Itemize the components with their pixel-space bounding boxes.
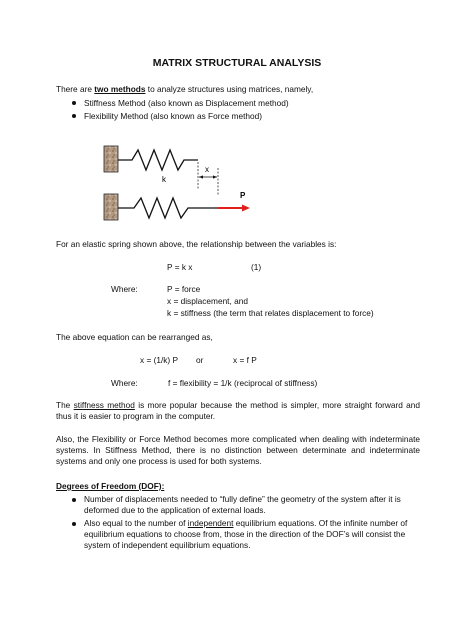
dof-after: equilibrium equations. Of the infinite number of equilibrium equations to choose from, those in the direction of the DOF’s will consist the system of independent equilibrium equations. (84, 518, 408, 550)
dof-item (72, 494, 428, 516)
wall-support (104, 194, 118, 220)
bullet-dot (72, 114, 76, 118)
equation-2-left: x = (1/k) P (140, 355, 179, 365)
where-line: P = force (167, 284, 201, 294)
paragraph-flexibility: Also, the Flexibility or Force Method becomes more complicated when dealing with indeterminate systems. In Stiffness Method, there is no distinction between determinate and indeterminate systems and only one process is used for both systems. (56, 434, 420, 466)
dimension-arrowhead (213, 175, 217, 178)
dof-item-text: Number of displacements needed to “fully define” the geometry of the system after it is deformed due to the application of external loads. (84, 494, 401, 515)
equation-2-or: or (196, 355, 204, 365)
force-label: P (240, 191, 246, 200)
where-line: k = stiffness (the term that relates displacement to force) (167, 308, 374, 318)
flexibility-definition: f = flexibility = 1/k (reciprocal of stiffness) (168, 378, 318, 388)
bullet-dot (72, 522, 76, 526)
bullet-dot (72, 101, 76, 105)
dof-heading: Degrees of Freedom (DOF): (56, 481, 165, 491)
method-label: Stiffness Method (also known as Displacement method) (84, 98, 289, 108)
dof-before: Also equal to the number of (84, 518, 188, 528)
where-label: Where: (111, 284, 138, 294)
bullet-dot (72, 498, 76, 502)
para-emphasis: stiffness method (73, 400, 135, 410)
displacement-label: x (205, 165, 209, 174)
spring-unloaded (118, 150, 198, 170)
force-arrow-icon (242, 205, 250, 212)
method-label: Flexibility Method (also known as Force method) (84, 111, 262, 121)
stiffness-label: k (162, 175, 166, 184)
wall-support (104, 146, 118, 172)
para-after: is more popular because the method is simpler, more straight forward and thus it is easier to program in the computer. (56, 400, 421, 421)
intro-emphasis: two methods (94, 84, 146, 94)
rearranged-text: The above equation can be rearranged as, (56, 332, 213, 342)
method-item (72, 98, 289, 109)
para-before: The (56, 400, 74, 410)
spring-figure (100, 138, 260, 228)
page-title: MATRIX STRUCTURAL ANALYSIS (152, 57, 322, 69)
intro-before: There are (56, 84, 95, 94)
paragraph-stiffness (56, 400, 420, 422)
intro-line (56, 84, 313, 95)
dof-item (72, 518, 428, 551)
dof-emphasis: independent (187, 518, 234, 528)
method-item (72, 111, 262, 122)
spring-loaded (118, 198, 218, 218)
intro-after: to analyze structures using matrices, namely, (145, 84, 314, 94)
dof-item-text (84, 518, 428, 551)
equation-2-right: x = f P (233, 355, 257, 365)
equation-1: P = k x (167, 262, 193, 272)
equation-1-number: (1) (251, 262, 262, 272)
where-line: x = displacement, and (167, 296, 248, 306)
dimension-arrowhead (199, 175, 203, 178)
relationship-text: For an elastic spring shown above, the relationship between the variables is: (56, 239, 337, 249)
where-label: Where: (111, 378, 138, 388)
